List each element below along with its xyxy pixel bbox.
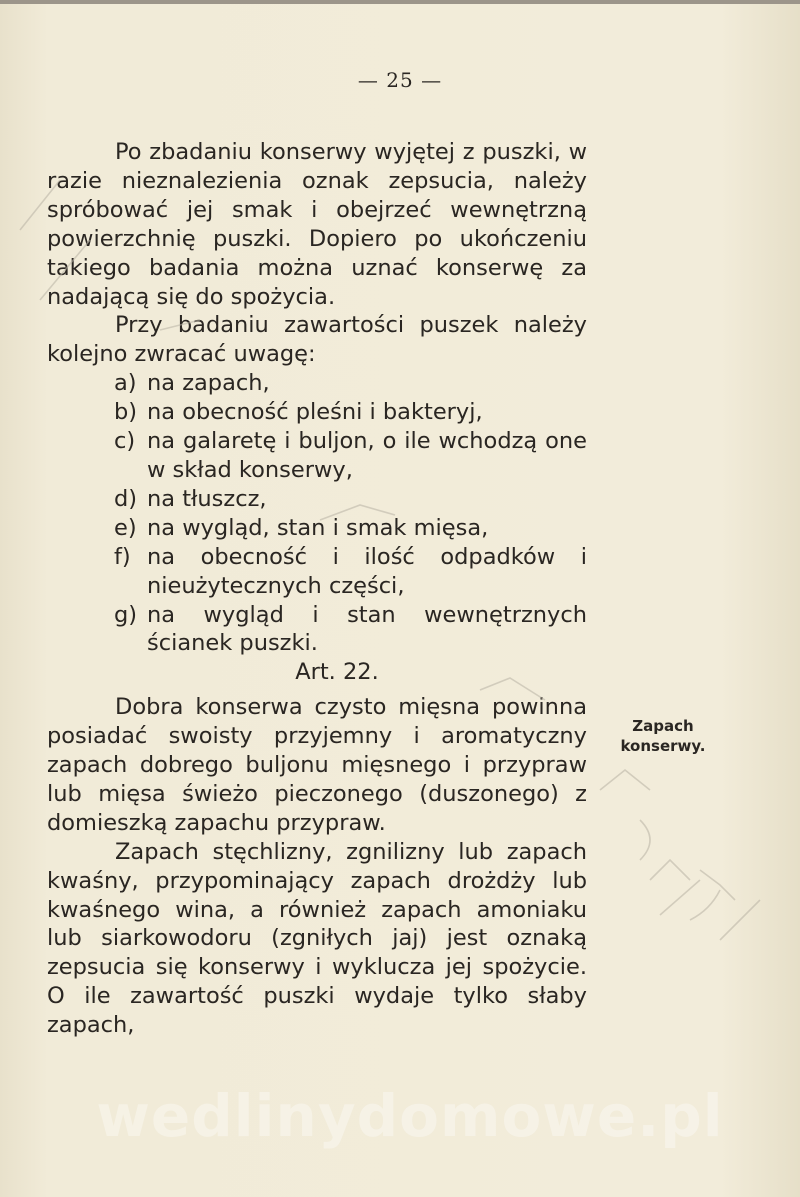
top-border [0, 0, 800, 4]
paragraph-2: Przy badaniu zawartości puszek należy kolejno zwracać uwagę: [47, 312, 587, 368]
list-item-text: na zapach, [147, 370, 270, 397]
body-text [47, 138, 587, 1040]
list-item-label: d) [114, 485, 138, 512]
list-item-text: na obecność i ilość odpadków i nieużytecznych części, [147, 543, 587, 599]
list-item [47, 427, 587, 485]
inspection-list [47, 369, 587, 658]
list-item-label: f) [114, 543, 131, 570]
list-item [47, 601, 587, 659]
paragraph-3: Dobra konserwa czysto mięsna powinna posiadać swoisty przyjemny i aromatyczny zapach dobrego buljonu mięsnego i przypraw lub mięsa świeżo pieczonego (duszonego) z domieszką zapachu przypraw. [47, 694, 587, 836]
list-item [47, 514, 587, 543]
list-item-text: na wygląd i stan wewnętrznych ścianek puszki. [147, 601, 587, 657]
list-item-label: a) [114, 370, 137, 397]
list-item-text: na tłuszcz, [147, 485, 267, 512]
list-item [47, 485, 587, 514]
watermark-text: wedlinydomowe.pl [96, 1082, 724, 1150]
list-item-text: na wygląd, stan i smak mięsa, [147, 514, 489, 541]
list-item-label: c) [114, 428, 136, 455]
list-item-text: na obecność pleśni i bakteryj, [147, 399, 483, 426]
list-item-label: b) [114, 399, 138, 426]
list-item [47, 369, 587, 398]
list-item [47, 543, 587, 601]
margin-note-line-2: konserwy. [620, 737, 706, 755]
margin-note [608, 716, 718, 756]
paragraph-1: Po zbadaniu konserwy wyjętej z puszki, w razie nieznalezienia oznak zepsucia, należy spróbować jej smak i obejrzeć wewnętrzną powierzchnię puszki. Dopiero po ukończeniu takiego badania można uznać konserwę za nadającą się do spożycia. [47, 139, 587, 310]
page-number-header: — 25 — [357, 68, 443, 92]
margin-note-line-1: Zapach [632, 717, 694, 735]
list-item-text: na galaretę i buljon, o ile wchodzą one w skład konserwy, [147, 428, 587, 483]
list-item [47, 398, 587, 427]
paragraph-4: Zapach stęchlizny, zgnilizny lub zapach kwaśny, przypominający zapach drożdży lub kwaśnego wina, a również zapach amoniaku lub siarkowodoru (zgniłych jaj) jest oznaką zepsucia się konserwy i wyklucza jej spożycie. O ile zawartość puszki wydaje tylko słaby zapach, [47, 838, 587, 1039]
list-item-label: g) [114, 601, 138, 628]
list-item-label: e) [114, 514, 137, 541]
article-heading: Art. 22. [295, 659, 379, 686]
